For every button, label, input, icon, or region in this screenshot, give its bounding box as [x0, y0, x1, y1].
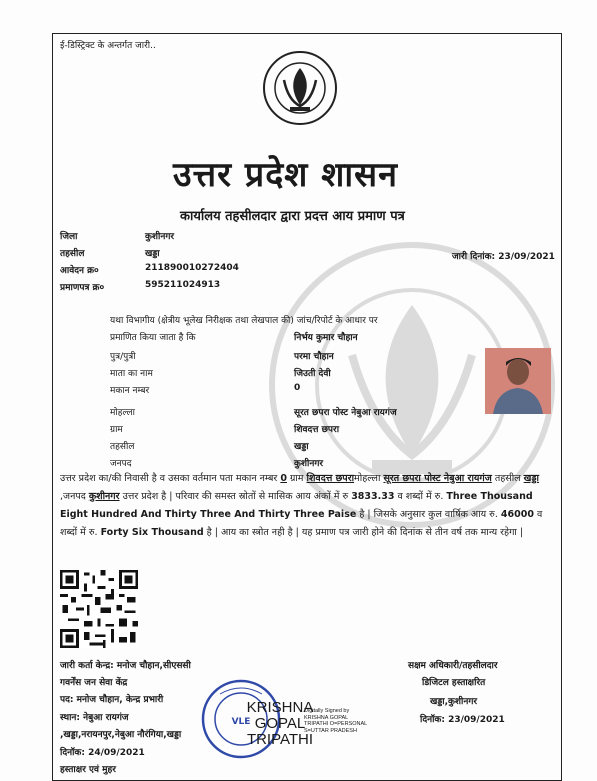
paragraph-text: है | आय का स्त्रोत नही है | यह प्रमाण पत्र जारी होने की दिनांक से तीन वर्ष तक मान्य रहेगा |: [203, 527, 524, 538]
person-icon: [485, 348, 551, 414]
detail-value: जिउती देवी: [294, 369, 331, 379]
detail-value: 0: [294, 383, 301, 393]
up-government-emblem-icon: [262, 50, 338, 126]
signature-detail-line: KRISHNA GOPAL: [304, 714, 349, 721]
signature-detail-line: Digitally Signed by: [304, 708, 350, 714]
signature-name-line: KRISHNA: [246, 699, 314, 716]
district-name: कुशीनगर: [88, 491, 120, 502]
annual-income-words: Forty Six Thousand: [100, 527, 204, 538]
authority-digital: डिजिटल हस्ताक्षरित: [422, 678, 486, 688]
intro-line-2: प्रमाणित किया जाता है कि: [110, 333, 196, 343]
district-label: जिला: [60, 232, 78, 242]
house-number: 0: [280, 473, 287, 484]
tehsil-value: खड्डा: [145, 249, 160, 259]
issuer-center: जारी कर्ता केन्द्र: मनोज चौहान,सीएससी: [60, 661, 191, 671]
detail-value: परमा चौहान: [294, 352, 334, 362]
signature-detail-line: S=UTTAR PRADESH: [304, 727, 357, 734]
tehsil-name: खड्डा: [523, 473, 540, 484]
application-label: आवेदन क्र०: [60, 266, 99, 276]
issue-date: जारी दिनांक: 23/09/2021: [452, 252, 555, 262]
detail-label: मकान नम्बर: [110, 386, 150, 396]
qr-code-icon: [60, 570, 138, 648]
issuer-date: दिनॉक: 24/09/2021: [60, 748, 145, 758]
header-note: ई-डिस्ट्रिक्ट के अन्तर्गत जारी..: [60, 41, 156, 51]
certificate-number-label: प्रमाणपत्र क्र०: [60, 283, 105, 293]
monthly-income-number: 3833.33: [351, 491, 395, 502]
paragraph-text: उत्तर प्रदेश का/की निवासी है व उसका वर्तमान पता मकान नम्बर: [60, 473, 281, 484]
mohalla-name: सूरत छपरा पोस्ट नेबुआ रायगंज: [383, 473, 492, 484]
paragraph-text: व शब्दों में रु.: [394, 491, 447, 502]
paragraph-text: उत्तर प्रदेश है | परिवार की समस्त स्रोतों से मासिक आय अंकों में रु: [119, 491, 352, 502]
certificate-number: 595211024913: [145, 280, 221, 290]
paragraph-text: ग्राम: [286, 473, 307, 484]
district-value: कुशीनगर: [145, 232, 175, 242]
detail-label: पुत्र/पुत्री: [110, 352, 136, 362]
signature-name-line: GOPAL: [254, 715, 306, 732]
page-title: उत्तर प्रदेश शासन: [173, 155, 399, 195]
paragraph-text: व शब्दों में रु.: [60, 509, 543, 538]
signature-detail-line: TRIPATHI O=PERSONAL: [304, 721, 368, 727]
detail-value: सूरत छपरा पोस्ट नेबुआ रायगंज: [294, 408, 397, 418]
paragraph-text: तहसील: [491, 473, 524, 484]
village-name: शिवदत्त छपरा: [306, 473, 355, 484]
detail-label: तहसील: [110, 442, 135, 452]
applicant-name: निर्भय कुमार चौहान: [294, 333, 358, 343]
detail-label: ग्राम: [110, 425, 123, 435]
issuer-address: ,खड्डा,नरायनपुर,नेबुआ नौरंगिया,खड्डा: [60, 730, 182, 740]
paragraph-text: ,जनपद: [60, 491, 89, 502]
detail-label: जनपद: [110, 459, 132, 469]
authority-date: दिनॉक: 23/09/2021: [420, 715, 505, 725]
tehsil-label: तहसील: [60, 249, 85, 259]
detail-label: माता का नाम: [110, 369, 153, 379]
monthly-income-words: Three Thousand Eight Hundred And Thirty Three And Thirty Three Paise: [60, 491, 533, 520]
svg-text:VLE: VLE: [231, 717, 251, 727]
applicant-photo: [485, 348, 551, 414]
issuer-post: पद: मनोज चौहान, केन्द्र प्रभारी: [60, 695, 164, 705]
signature-seal-label: हस्ताक्षर एवं मुहर: [60, 765, 116, 775]
issuer-governance: गवर्नेंस जन सेवा केंद्र: [60, 678, 128, 688]
authority-place: खड्डा,कुशीनगर: [430, 697, 478, 707]
paragraph-text: मोहल्ला: [354, 473, 384, 484]
detail-value: कुशीनगर: [294, 459, 324, 469]
certificate-subtitle: कार्यालय तहसीलदार द्वारा प्रदत्त आय प्रमाण पत्र: [180, 209, 405, 224]
detail-value: शिवदत्त छपरा: [294, 425, 340, 435]
detail-label: मोहल्ला: [110, 408, 135, 418]
detail-value: खड्डा: [294, 442, 309, 452]
application-number: 211890010272404: [145, 263, 239, 273]
intro-line-1: यथा विभागीय (क्षेत्रीय भूलेख निरीक्षक तथा लेखपाल की) जांच/रिपोर्ट के आधार पर: [110, 316, 378, 326]
annual-income-number: 46000: [500, 509, 534, 520]
certificate-paragraph: [60, 470, 552, 542]
issuer-place: स्थान: नेबुआ रायगंज: [60, 713, 129, 723]
authority-title: सक्षम अधिकारी/तहसीलदार: [408, 661, 498, 671]
signature-name-line: TRIPATHI: [246, 731, 314, 748]
digital-signature-details: [304, 708, 367, 734]
paragraph-text: है | जिसके अनुसार कुल वार्षिक आय रु.: [356, 509, 501, 520]
